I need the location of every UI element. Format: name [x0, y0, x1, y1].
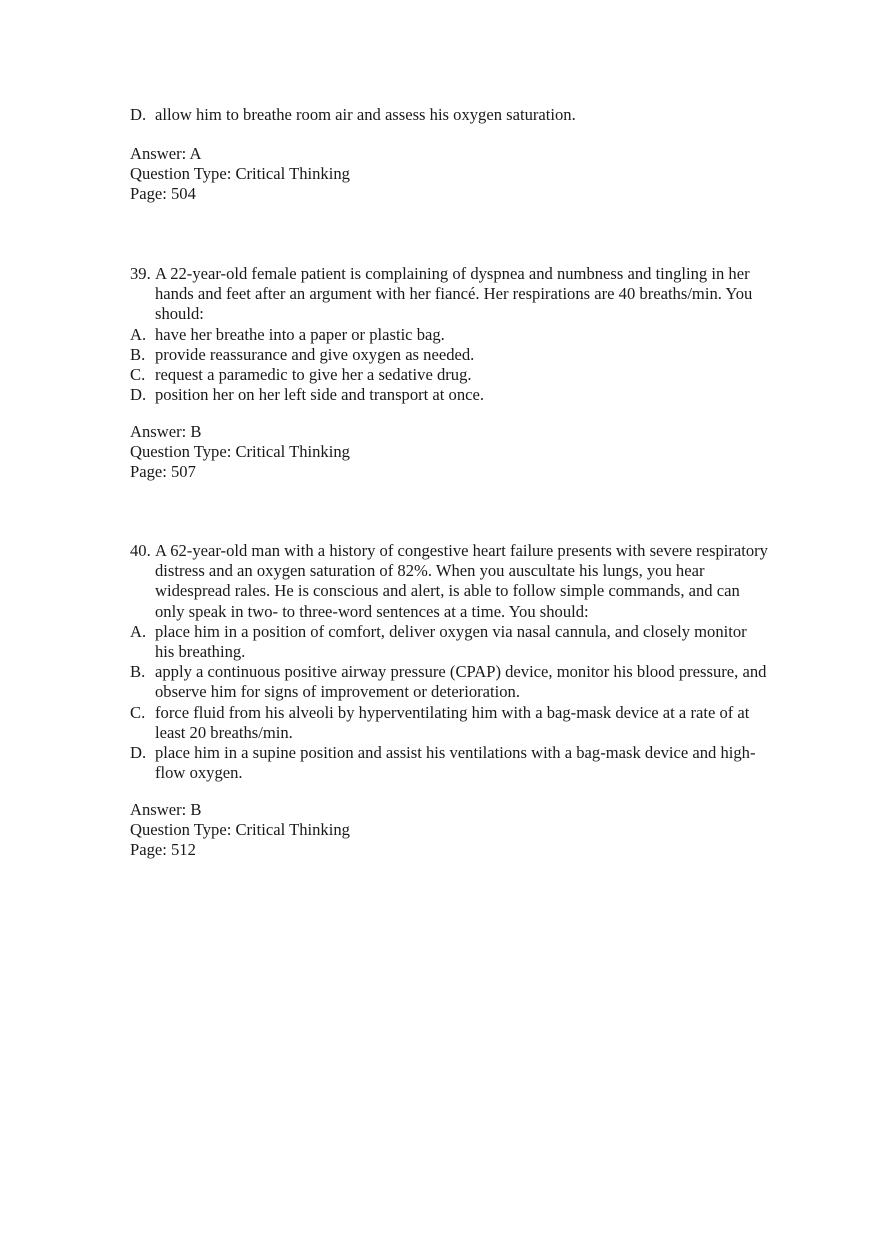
option-text: have her breathe into a paper or plastic bag.: [155, 324, 445, 344]
previous-question-fragment: [130, 105, 770, 125]
option-text: place him in a position of comfort, deliver oxygen via nasal cannula, and closely monitor his breathing.: [155, 621, 747, 662]
answer-line: Answer: B: [130, 800, 202, 819]
answer-line: Answer: A: [130, 144, 202, 163]
question-type-line: Question Type: Critical Thinking: [130, 164, 350, 184]
answer-line: Answer: B: [130, 422, 202, 441]
option-text: position her on her left side and transport at once.: [155, 385, 485, 405]
option-text: allow him to breathe room air and assess his oxygen saturation.: [155, 105, 576, 124]
option-d: [130, 105, 770, 125]
question-text: A 22-year-old female patient is complaining of dyspnea and numbness and tingling in her hands and feet after an argument with her fiancé. Her respirations are 40 breaths/min. You should:: [155, 264, 753, 324]
question-text: A 62-year-old man with a history of congestive heart failure presents with severe respiratory distress and an oxygen saturation of 82%. When you auscultate his lungs, you hear widespread rales. He is conscious and alert, is able to follow simple commands, and can only speak in two- to three-word sentences at a time. You should:: [155, 541, 768, 621]
question-40: [130, 541, 770, 783]
option-label: B.: [130, 344, 146, 364]
option-d: [130, 743, 770, 783]
question-number: 40.: [130, 541, 151, 560]
option-text: provide reassurance and give oxygen as needed.: [155, 344, 475, 364]
option-text: place him in a supine position and assist his ventilations with a bag-mask device and high-flow oxygen.: [155, 743, 756, 783]
option-label: A.: [130, 324, 147, 344]
answer-block-40: [130, 800, 770, 861]
option-text: force fluid from his alveoli by hyperventilating him with a bag-mask device at a rate of at least 20 breaths/min.: [155, 702, 750, 742]
page-reference-line: Page: 507: [130, 462, 196, 482]
question-39: [130, 264, 770, 405]
option-d: [130, 385, 770, 405]
option-label: C.: [130, 702, 146, 722]
answer-block-38: [130, 144, 770, 205]
page-reference-line: Page: 512: [130, 840, 196, 860]
option-text: apply a continuous positive airway pressure (CPAP) device, monitor his blood pressure, and observe him for signs of improvement or deterioration.: [155, 662, 767, 702]
option-text: request a paramedic to give her a sedative drug.: [155, 365, 472, 385]
option-c: [130, 703, 770, 743]
question-stem: [130, 264, 770, 325]
option-label: D.: [130, 385, 147, 405]
option-b: [130, 345, 770, 365]
option-a: [130, 325, 770, 345]
option-label: D.: [130, 105, 147, 124]
question-number: 39.: [130, 264, 151, 283]
option-b: [130, 662, 770, 702]
option-c: [130, 365, 770, 385]
option-label: A.: [130, 621, 147, 641]
question-type-line: Question Type: Critical Thinking: [130, 820, 350, 840]
question-stem: [130, 541, 770, 622]
option-label: D.: [130, 743, 147, 763]
option-label: B.: [130, 662, 146, 682]
question-type-line: Question Type: Critical Thinking: [130, 442, 350, 462]
option-label: C.: [130, 365, 146, 385]
page-reference-line: Page: 504: [130, 184, 196, 204]
answer-block-39: [130, 422, 770, 483]
option-a: [130, 622, 770, 662]
